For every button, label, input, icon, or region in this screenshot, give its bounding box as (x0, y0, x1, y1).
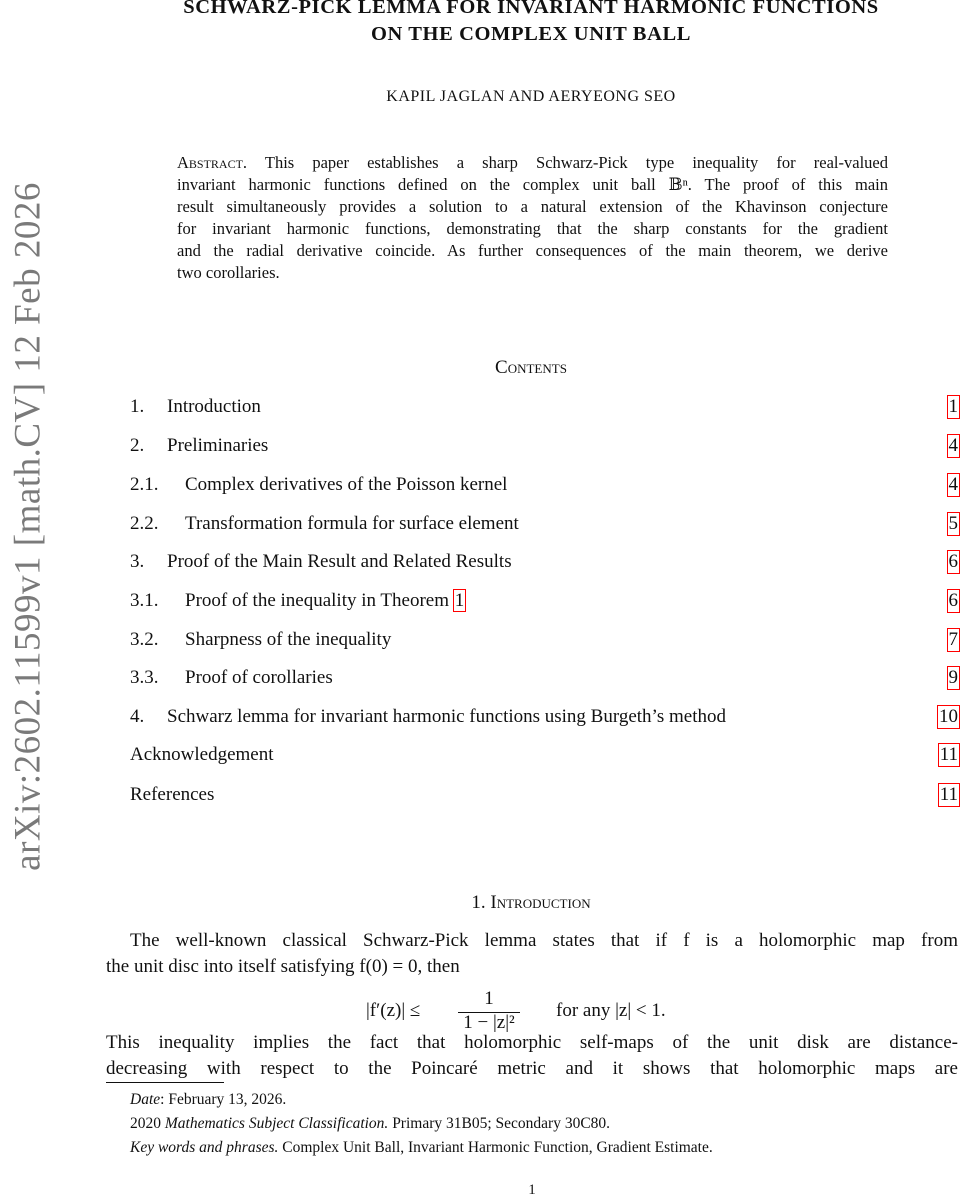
abstract-line: result simultaneously provides a solution to a natural extension of the Khavinson conjecture (177, 197, 888, 216)
toc-page-link[interactable]: 5 (948, 513, 958, 534)
toc-entry-number: 2. (130, 435, 145, 456)
abstract-line: for invariant harmonic functions, demonstrating that the sharp constants for the gradient (177, 219, 888, 238)
toc-entry[interactable] (130, 435, 962, 459)
abstract-line: and the radial derivative coincide. As further consequences of the main theorem, we derive (177, 241, 888, 260)
toc-entry-label[interactable] (130, 706, 726, 728)
toc-entry-label[interactable] (130, 551, 512, 573)
toc-page-link[interactable]: 4 (948, 474, 958, 495)
toc-entry-label[interactable] (130, 396, 261, 418)
toc-entry-label[interactable] (130, 435, 268, 457)
toc-entry-title: Complex derivatives of the Poisson kernel (185, 474, 508, 495)
toc-entry-title: Schwarz lemma for invariant harmonic functions using Burgeth’s method (167, 706, 726, 727)
toc-entry-label[interactable] (130, 629, 391, 651)
paper-title-line-2: ON THE COMPLEX UNIT BALL (370, 23, 692, 45)
section-heading-introduction: 1. Introduction (471, 892, 591, 913)
text-line: The well-known classical Schwarz-Pick lemma states that if f is a holomorphic map from (130, 930, 958, 951)
toc-entry-title: Proof of corollaries (185, 667, 333, 688)
theorem-reference-link[interactable]: 1 (454, 590, 465, 611)
toc-page-link[interactable]: 9 (948, 667, 958, 688)
toc-entry-title: Introduction (167, 396, 261, 417)
text-line: This inequality implies the fact that holomorphic self-maps of the unit disk are distance- (106, 1032, 958, 1053)
toc-entry-title: Transformation formula for surface element (185, 513, 519, 534)
toc-entry-title: Acknowledgement (130, 744, 274, 765)
toc-page-link[interactable]: 7 (948, 629, 958, 650)
toc-page-link[interactable]: 11 (939, 784, 958, 805)
toc-entry-label[interactable] (130, 667, 333, 689)
authors: KAPIL JAGLAN AND AERYEONG SEO (386, 88, 676, 105)
toc-entry-title: Preliminaries (167, 435, 269, 456)
text-line: the unit disc into itself satisfying f(0) = 0, then (106, 956, 460, 977)
paper-title-line-1: SCHWARZ-PICK LEMMA FOR INVARIANT HARMONIC FUNCTIONS (183, 0, 879, 18)
toc-entry-label[interactable] (130, 744, 274, 766)
text-line: decreasing with respect to the Poincaré metric and it shows that holomorphic maps are (106, 1058, 958, 1079)
page-number: 1 (528, 1182, 536, 1198)
toc-entry-number: 3.2. (130, 629, 159, 650)
toc-entry[interactable] (130, 784, 962, 808)
toc-entry[interactable] (130, 590, 962, 614)
toc-entry-label[interactable] (130, 513, 519, 535)
arxiv-stamp: arXiv:2602.11599v1 [math.CV] 12 Feb 2026 (7, 182, 49, 871)
toc-page-link[interactable]: 10 (939, 706, 958, 727)
toc-entry[interactable] (130, 706, 962, 730)
abstract-line: invariant harmonic functions defined on the complex unit ball 𝔹ⁿ. The proof of this main (177, 175, 888, 194)
toc-entry-number: 3.1. (130, 590, 159, 611)
toc-entry-number: 2.1. (130, 474, 159, 495)
toc-entry-label[interactable] (130, 784, 214, 806)
footnote-date: Date: February 13, 2026. (130, 1091, 287, 1108)
abstract (177, 152, 888, 284)
toc-entry-title: Sharpness of the inequality (185, 629, 392, 650)
toc-entry-title: Proof of the Main Result and Related Results (167, 551, 512, 572)
toc-entry-number: 3. (130, 551, 145, 572)
toc-entry[interactable] (130, 551, 962, 575)
footnote-msc: 2020 Mathematics Subject Classification. Primary 31B05; Secondary 30C80. (130, 1115, 611, 1132)
toc-entry[interactable] (130, 474, 962, 498)
toc-page-link[interactable]: 11 (939, 744, 958, 765)
toc-entry-number: 1. (130, 396, 145, 417)
intro-paragraph-1 (106, 930, 958, 982)
contents-heading: Contents (495, 357, 567, 378)
toc-page-link[interactable]: 1 (948, 396, 958, 417)
toc-entry[interactable] (130, 744, 962, 768)
toc-entry[interactable] (130, 667, 962, 691)
toc-entry-label[interactable] (130, 590, 465, 612)
abstract-heading: Abstract. (177, 153, 248, 172)
toc-entry[interactable] (130, 396, 962, 420)
toc-entry-number: 2.2. (130, 513, 159, 534)
toc-entry[interactable] (130, 513, 962, 537)
abstract-line: Abstract. This paper establishes a sharp Schwarz-Pick type inequality for real-valued (177, 153, 888, 172)
toc-page-link[interactable]: 4 (948, 435, 958, 456)
abstract-line: two corollaries. (177, 263, 280, 282)
toc-page-link[interactable]: 6 (948, 551, 958, 572)
footnote-rule (106, 1082, 224, 1083)
toc-entry-title: References (130, 784, 215, 805)
toc-entry-number: 4. (130, 706, 145, 727)
toc-entry-label[interactable] (130, 474, 507, 496)
toc-entry-number: 3.3. (130, 667, 159, 688)
toc-page-link[interactable]: 6 (948, 590, 958, 611)
toc-entry[interactable] (130, 629, 962, 653)
toc-entry-title: Proof of the inequality in Theorem (185, 590, 450, 611)
intro-paragraph-2 (106, 1032, 958, 1084)
footnote-keywords: Key words and phrases. Complex Unit Ball, Invariant Harmonic Function, Gradient Estimate. (130, 1139, 713, 1156)
